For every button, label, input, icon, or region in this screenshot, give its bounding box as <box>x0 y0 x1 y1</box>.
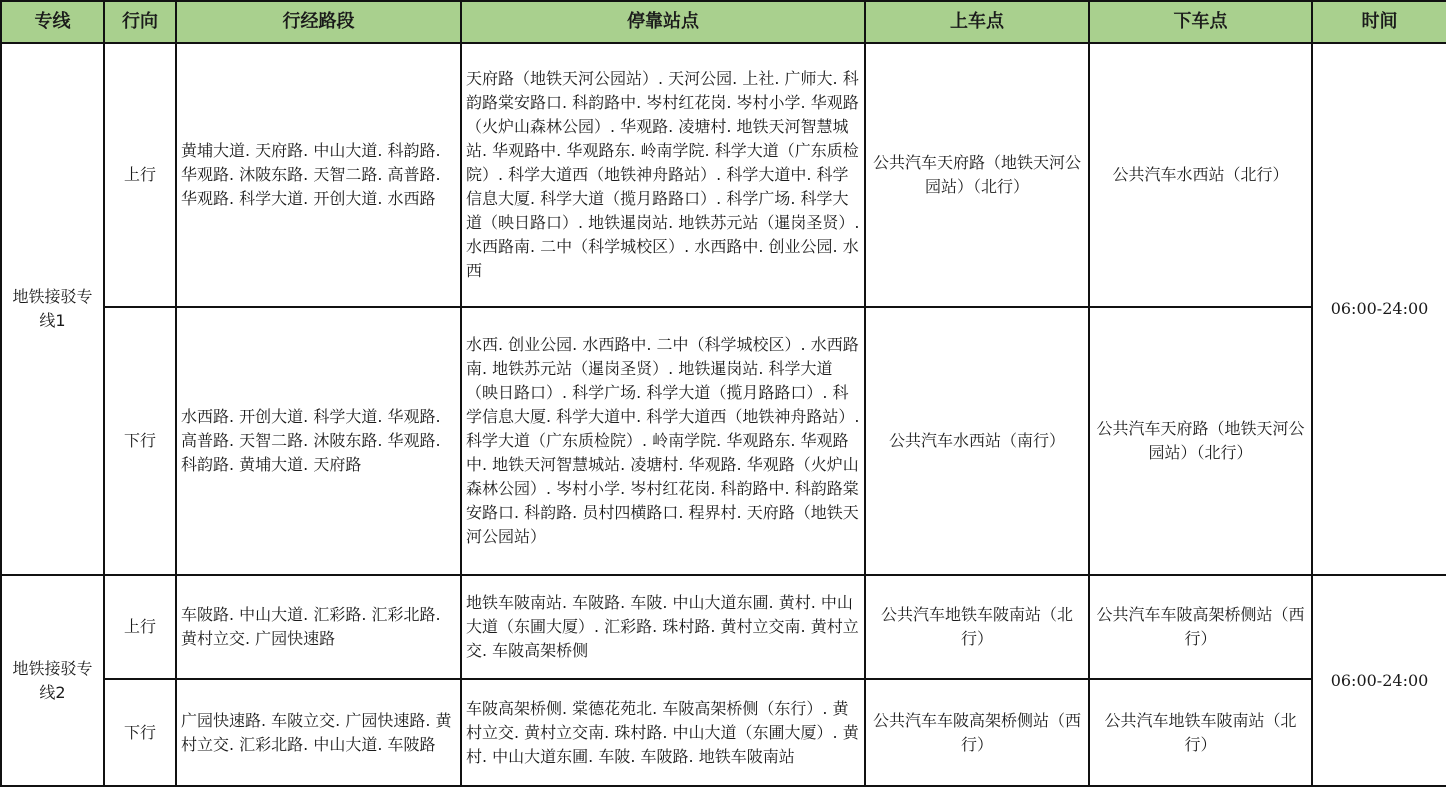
board-point-cell: 公共汽车地铁车陂南站（北行） <box>865 575 1089 679</box>
table-row <box>1 679 1446 786</box>
board-point-cell: 公共汽车车陂高架桥侧站（西行） <box>865 679 1089 786</box>
stops-cell: 地铁车陂南站. 车陂路. 车陂. 中山大道东圃. 黄村. 中山大道（东圃大厦）. 汇彩路. 珠村路. 黄村立交南. 黄村立交. 车陂高架桥侧 <box>461 575 865 679</box>
segments-cell: 广园快速路. 车陂立交. 广园快速路. 黄村立交. 汇彩北路. 中山大道. 车陂路 <box>176 679 461 786</box>
stops-cell: 水西. 创业公园. 水西路中. 二中（科学城校区）. 水西路南. 地铁苏元站（暹岗圣贤）. 地铁暹岗站. 科学大道（映日路口）. 科学广场. 科学大道（揽月路路口）. 科学信息大厦. 科学大道中. 科学大道西（地铁神舟路站）. 科学大道（广东质检院）. 岭南学院. 华观路东. 华观路中. 地铁天河智慧城站. 凌塘村. 华观路. 华观路（火炉山森林公园）. 岑村小学. 岑村红花岗. 科韵路中. 科韵路棠安路口. 科韵路. 员村四横路口. 程界村. 天府路（地铁天河公园站） <box>461 307 865 575</box>
table-row <box>1 575 1446 679</box>
segments-cell: 黄埔大道. 天府路. 中山大道. 科韵路. 华观路. 沐陂东路. 天智二路. 高普路. 华观路. 科学大道. 开创大道. 水西路 <box>176 43 461 307</box>
stops-cell: 车陂高架桥侧. 棠德花苑北. 车陂高架桥侧（东行）. 黄村立交. 黄村立交南. 珠村路. 中山大道（东圃大厦）. 黄村. 中山大道东圃. 车陂. 车陂路. 地铁车陂南站 <box>461 679 865 786</box>
header-direction: 行向 <box>104 1 176 43</box>
header-row <box>1 1 1446 43</box>
header-stops: 停靠站点 <box>461 1 865 43</box>
service-time: 06:00-24:00 <box>1312 575 1446 786</box>
direction-cell: 上行 <box>104 43 176 307</box>
header-alight: 下车点 <box>1089 1 1312 43</box>
header-line: 专线 <box>1 1 104 43</box>
line-name: 地铁接驳专线2 <box>1 575 104 786</box>
alight-point-cell: 公共汽车车陂高架桥侧站（西行） <box>1089 575 1312 679</box>
stops-cell: 天府路（地铁天河公园站）. 天河公园. 上社. 广师大. 科韵路棠安路口. 科韵路中. 岑村红花岗. 岑村小学. 华观路（火炉山森林公园）. 华观路. 凌塘村. 地铁天河智慧城站. 华观路中. 华观路东. 岭南学院. 科学大道（广东质检院）. 科学大道西（地铁神舟路站）. 科学大道中. 科学信息大厦. 科学大道（揽月路路口）. 科学广场. 科学大道（映日路口）. 地铁暹岗站. 地铁苏元站（暹岗圣贤）. 水西路南. 二中（科学城校区）. 水西路中. 创业公园. 水西 <box>461 43 865 307</box>
board-point-cell: 公共汽车水西站（南行） <box>865 307 1089 575</box>
alight-point-cell: 公共汽车地铁车陂南站（北行） <box>1089 679 1312 786</box>
segments-cell: 车陂路. 中山大道. 汇彩路. 汇彩北路. 黄村立交. 广园快速路 <box>176 575 461 679</box>
segments-cell: 水西路. 开创大道. 科学大道. 华观路. 高普路. 天智二路. 沐陂东路. 华观路. 科韵路. 黄埔大道. 天府路 <box>176 307 461 575</box>
header-segments: 行经路段 <box>176 1 461 43</box>
table-row <box>1 307 1446 575</box>
line-name: 地铁接驳专线1 <box>1 43 104 575</box>
direction-cell: 下行 <box>104 679 176 786</box>
table-row <box>1 43 1446 307</box>
header-time: 时间 <box>1312 1 1446 43</box>
alight-point-cell: 公共汽车天府路（地铁天河公园站）（北行） <box>1089 307 1312 575</box>
service-time: 06:00-24:00 <box>1312 43 1446 575</box>
alight-point-cell: 公共汽车水西站（北行） <box>1089 43 1312 307</box>
board-point-cell: 公共汽车天府路（地铁天河公园站）（北行） <box>865 43 1089 307</box>
direction-cell: 上行 <box>104 575 176 679</box>
direction-cell: 下行 <box>104 307 176 575</box>
header-board: 上车点 <box>865 1 1089 43</box>
